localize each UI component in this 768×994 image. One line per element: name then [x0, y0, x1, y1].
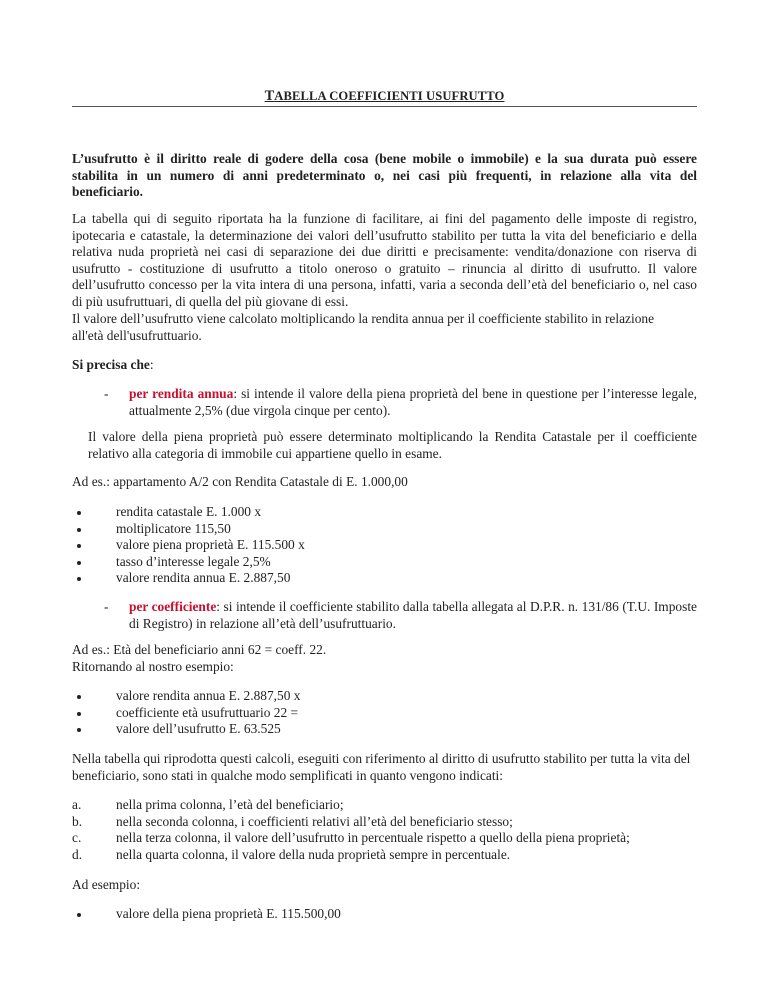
bullet-icon [77, 913, 81, 917]
paragraph-calcolo: Il valore dell’usufrutto viene calcolato moltiplicando la rendita annua per il coefficiente stabilito in relazione all'età dell'usufruttuario. [72, 311, 655, 343]
list-item: b. nella seconda colonna, i coefficienti relativi all’età del beneficiario stesso; [72, 813, 513, 829]
paragraph-tabella: La tabella qui di seguito riportata ha la funzione di facilitare, ai fini del pagamento delle imposte di registro, ipotecaria e catastale, la determinazione dei valori dell’usufrutto stabilito per tutta la vita del beneficiario e della relativa nuda proprietà nei casi di separazione dei due diritti e precisamente: vendita/donazione con riserva di usufrutto - costituzione di usufrutto a titolo oneroso o gratuito – rinuncia al diritto di usufrutto. Il valore dell’usufrutto concesso per la vita intera di una persona, infatti, varia a seconda dell’età del beneficiario o, nel caso di più usufruttuari, di quella del più giovane di essi. [72, 211, 697, 309]
calc-list-1 [72, 504, 305, 587]
bullet-icon [77, 577, 81, 581]
example-2-line-1: Ad es.: Età del beneficiario anni 62 = coeff. 22. [72, 642, 327, 657]
list-item: valore della piena proprietà E. 115.500,00 [72, 906, 341, 923]
title-rule [72, 88, 697, 107]
bullet-icon [77, 528, 81, 532]
example-1: Ad es.: appartamento A/2 con Rendita Catastale di E. 1.000,00 [72, 474, 408, 489]
list-item: a. nella prima colonna, l’età del beneficiario; [72, 797, 344, 812]
bullet-icon [77, 695, 81, 699]
term-rendita-annua: per rendita annua [129, 386, 234, 401]
dash-marker: - [104, 599, 109, 614]
example-2-line-2: Ritornando al nostro esempio: [72, 659, 234, 674]
list-item: c. nella terza colonna, il valore dell’usufrutto in percentuale rispetto a quello della piena proprietà; [72, 830, 630, 846]
example-3: Ad esempio: [72, 877, 141, 892]
bullet-icon [77, 561, 81, 565]
list-item: valore dell’usufrutto E. 63.525 [72, 721, 300, 738]
bullet-icon [77, 511, 81, 515]
calc-list-3 [72, 906, 341, 923]
calc-list-2 [72, 688, 300, 738]
list-item: rendita catastale E. 1.000 x [72, 504, 305, 521]
list-item: tasso d’interesse legale 2,5% [72, 554, 305, 571]
intro-paragraph: L’usufrutto è il diritto reale di godere della cosa (bene mobile o immobile) e la sua durata può essere stabilita in un numero di anni predeterminato o, nei casi più frequenti, in relazione alla vita del beneficiario. [72, 151, 697, 200]
page-title: TABELLA COEFFICIENTI USUFRUTTO [264, 88, 505, 104]
term-coefficiente: per coefficiente [129, 599, 217, 614]
bullet-icon [77, 712, 81, 716]
list-item: valore rendita annua E. 2.887,50 [72, 570, 305, 587]
bullet-icon [77, 728, 81, 732]
paragraph-piena-proprieta: Il valore della piena proprietà può essere determinato moltiplicando la Rendita Catastale per il coefficiente relativo alla categoria di immobile cui appartiene quello in esame. [88, 429, 697, 461]
list-item: valore piena proprietà E. 115.500 x [72, 537, 305, 554]
column-list [72, 797, 630, 863]
list-item: valore rendita annua E. 2.887,50 x [72, 688, 300, 705]
dash-marker: - [104, 386, 109, 401]
bullet-icon [77, 544, 81, 548]
si-precisa-heading: Si precisa che: [72, 357, 154, 372]
list-item: d. nella quarta colonna, il valore della nuda proprietà sempre in percentuale. [72, 846, 511, 862]
paragraph-tabella-semplificata: Nella tabella qui riprodotta questi calcoli, eseguiti con riferimento al diritto di usufrutto stabilito per tutta la vita del beneficiario, sono stati in qualche modo semplificati in quanto vengono indicati: [72, 751, 691, 783]
list-item: coefficiente età usufruttuario 22 = [72, 705, 300, 722]
list-item: moltiplicatore 115,50 [72, 521, 305, 538]
